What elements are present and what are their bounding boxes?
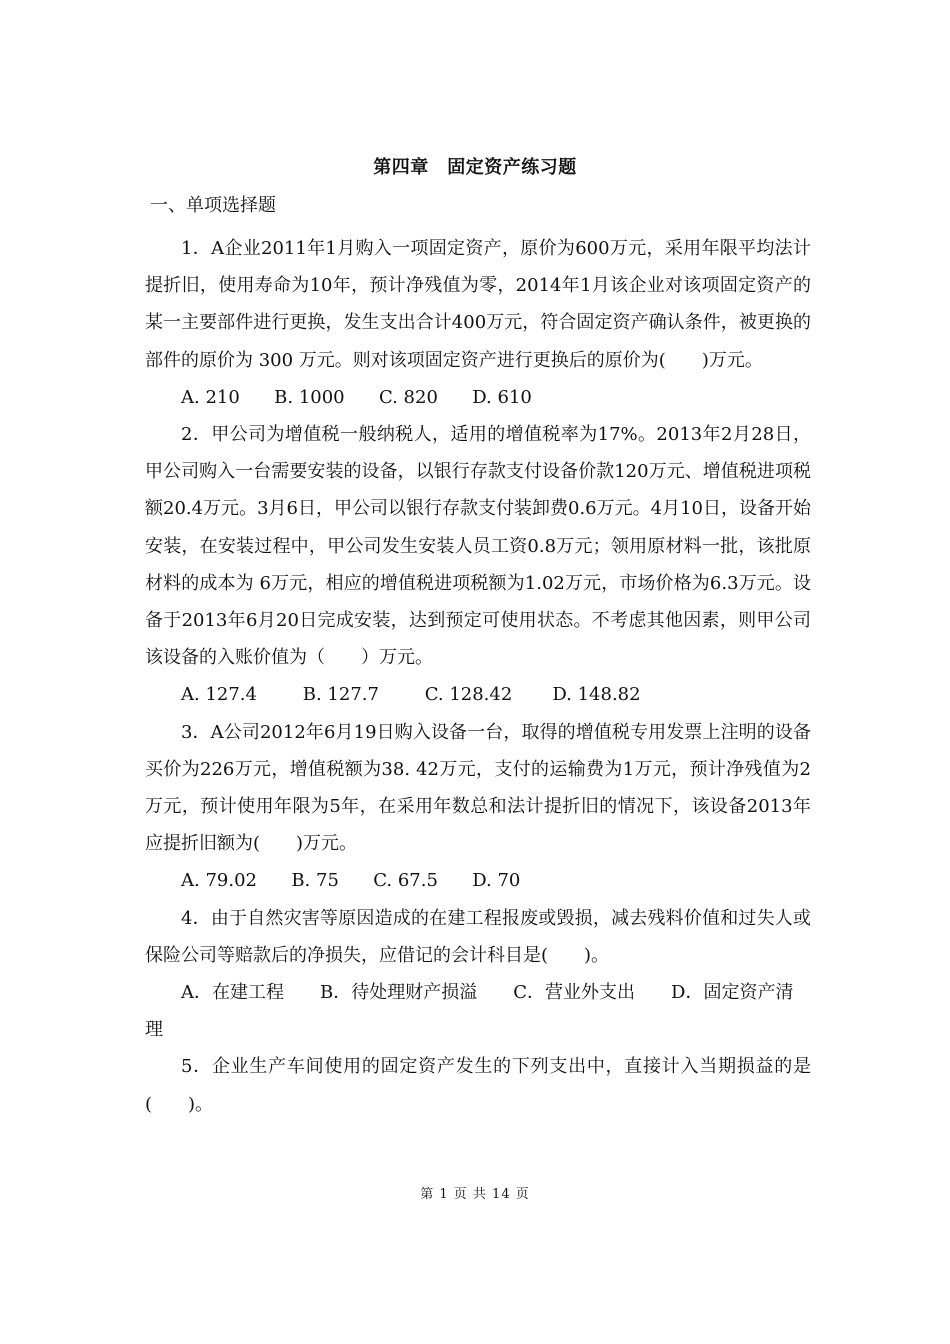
option-a: A．在建工程 [181,982,284,1004]
option-c: C. 67.5 [373,870,438,892]
option-b: B. 1000 [274,386,345,408]
answer-options [145,974,811,1048]
answer-options [145,379,811,416]
page-footer: 第 1 页 共 14 页 [420,1187,530,1202]
option-d: D. 610 [472,386,532,408]
option-d: D．固定资产清理 [145,982,794,1041]
question-text: 4．由于自然灾害等原因造成的在建工程报废或毁损，减去残料价值和过失人或保险公司等赔款后的净损失，应借记的会计科目是( )。 [145,907,811,966]
option-d: D. 148.82 [552,684,641,706]
option-a: A. 127.4 [181,684,257,706]
question-text: 5．企业生产车间使用的固定资产发生的下列支出中，直接计入当期损益的是( )。 [145,1056,811,1115]
answer-options [145,862,811,899]
question-text: 2．甲公司为增值税一般纳税人，适用的增值税率为17%。2013年2月28日，甲公司购入一台需要安装的设备，以银行存款支付设备价款120万元、增值税进项税额20.4万元。3月6日，甲公司以银行存款支付装卸费0.6万元。4月10日，设备开始安装，在安装过程中，甲公司发生安装人员工资0.8万元；领用原材料一批，该批原材料的成本为 6万元，相应的增值税进项税额为1.02万元，市场价格为6.3万元。设备于2013年6月20日完成安装，达到预定可使用状态。不考虑其他因素，则甲公司该设备的入账价值为（ ）万元。 [145,424,811,669]
option-a: A. 79.02 [181,870,257,892]
document-body [145,230,811,1123]
option-c: C．营业外支出 [513,982,636,1004]
answer-options [145,676,811,713]
section-heading: 一、单项选择题 [150,195,276,216]
option-a: A. 210 [181,386,240,408]
option-b: B. 75 [291,870,339,892]
option-b: B．待处理财产损溢 [320,982,478,1004]
question-text: 1．A企业2011年1月购入一项固定资产，原价为600万元，采用年限平均法计提折旧，使用寿命为10年，预计净残值为零，2014年1月该企业对该项固定资产的某一主要部件进行更换，发生支出合计400万元，符合固定资产确认条件，被更换的部件的原价为 300 万元。则对该项固定资产进行更换后的原价为( )万元。 [145,238,811,371]
question-text: 3．A公司2012年6月19日购入设备一台，取得的增值税专用发票上注明的设备买价为226万元，增值税额为38. 42万元，支付的运输费为1万元，预计净残值为2万元，预计使用年限为5年，在采用年数总和法计提折旧的情况下，该设备2013年应提折旧额为( )万元。 [145,721,811,855]
option-c: C. 128.42 [424,684,513,706]
option-b: B. 127.7 [302,684,379,706]
page-title: 第四章 固定资产练习题 [373,157,577,178]
option-d: D. 70 [472,870,521,892]
option-c: C. 820 [378,386,438,408]
